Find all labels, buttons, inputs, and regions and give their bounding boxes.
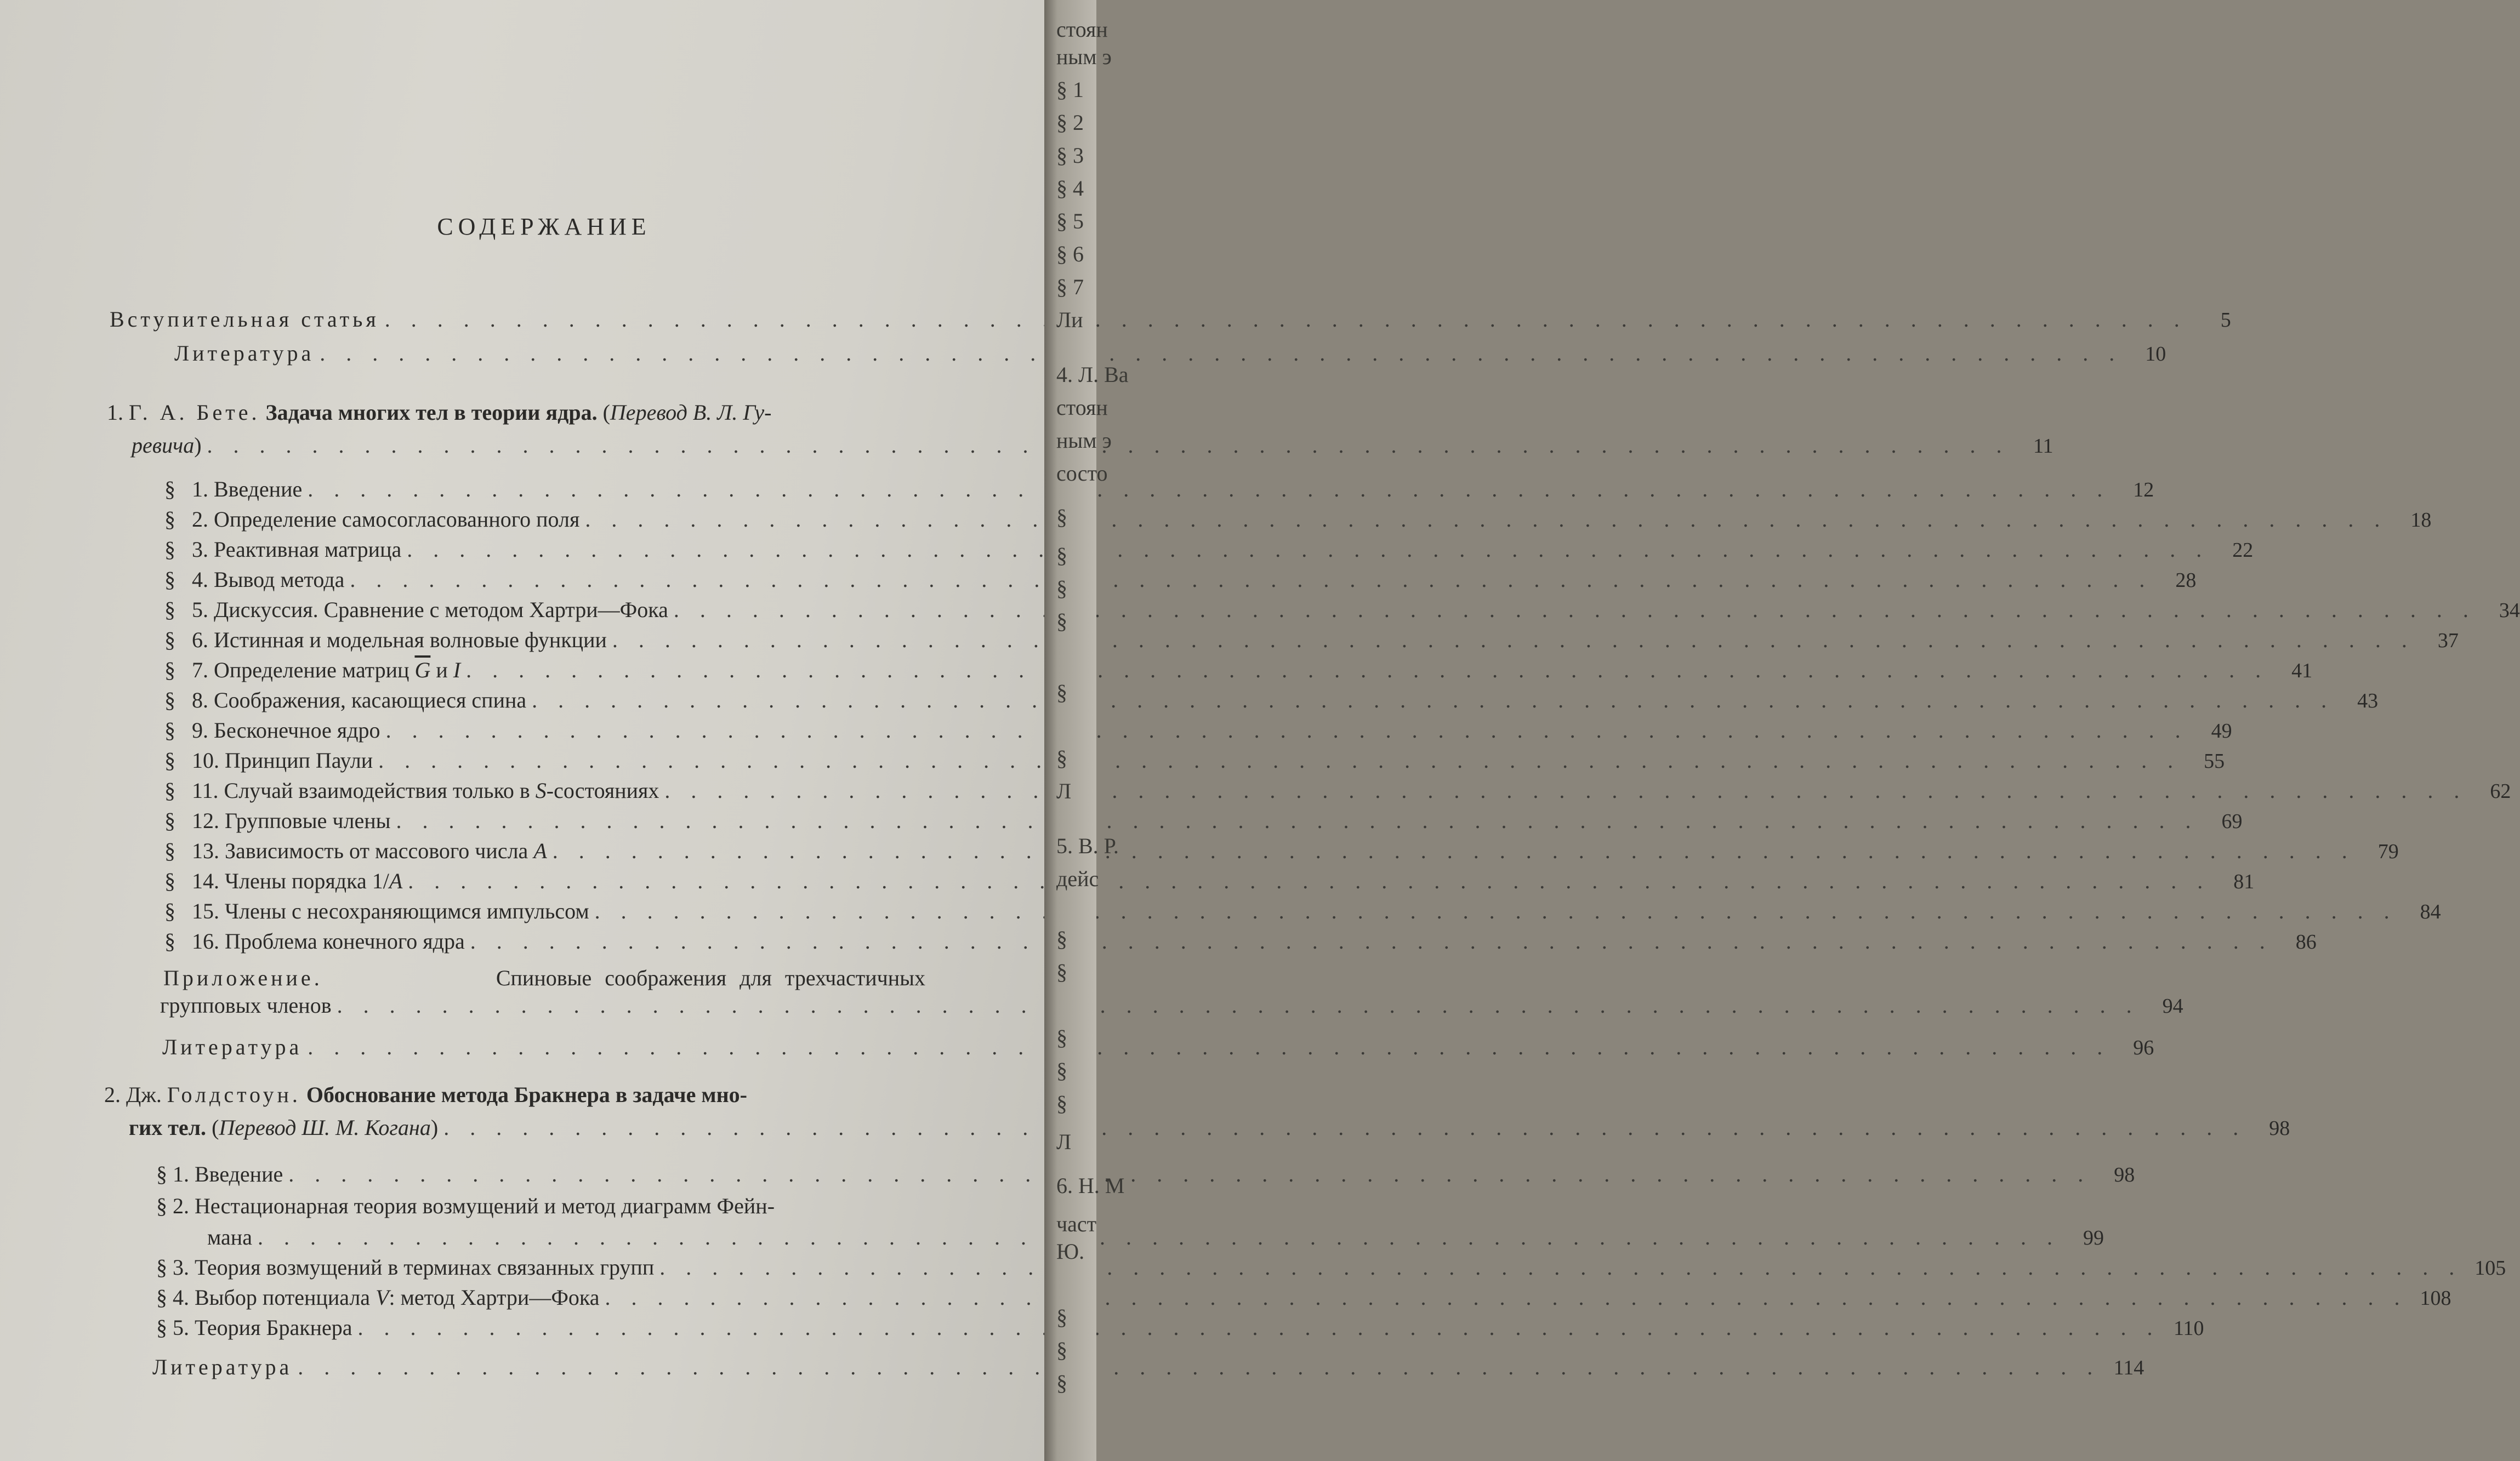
section-number: 1. xyxy=(192,477,208,501)
part-author-surname: Голдстоун. xyxy=(167,1082,301,1107)
section-number: 13. xyxy=(192,838,219,863)
section-row[interactable] xyxy=(164,778,2511,804)
section-number: 10. xyxy=(192,748,219,773)
section-mark: § xyxy=(164,808,175,833)
section-number: 9. xyxy=(192,718,208,743)
section-mark: § xyxy=(156,1255,167,1280)
page-number: 84 xyxy=(2420,900,2441,923)
adjacent-page-edge xyxy=(1044,0,1129,1461)
section-label: Проблема конечного ядра xyxy=(225,929,465,954)
page-number: 79 xyxy=(2377,840,2399,863)
page-number: 22 xyxy=(2232,539,2254,562)
section-row[interactable] xyxy=(164,567,2197,593)
leader-dots xyxy=(258,1225,2060,1250)
section-mark: § xyxy=(164,627,175,652)
section-mark: § xyxy=(164,567,175,592)
edge-text: § xyxy=(1056,927,1067,951)
section-number: 2. xyxy=(192,507,208,532)
section-number: 11. xyxy=(192,778,219,803)
edge-text: § xyxy=(1056,543,1067,568)
section-row[interactable] xyxy=(156,1194,775,1219)
page-number: 81 xyxy=(2233,870,2255,893)
section-label: Определение самосогласованного поля xyxy=(214,507,580,532)
section-label: Случай взаимодействия только в xyxy=(224,778,530,803)
section-number: 14. xyxy=(192,869,219,893)
page-number: 34 xyxy=(2499,599,2520,622)
part1-literature[interactable] xyxy=(162,1035,2154,1060)
leader-dots xyxy=(407,537,2209,562)
section-row[interactable] xyxy=(164,718,2232,744)
section-mark: § xyxy=(156,1162,167,1186)
section-mark: § xyxy=(156,1194,167,1218)
part-title-cont: гих тел. xyxy=(129,1115,207,1140)
part-author: Дж. xyxy=(126,1082,162,1107)
page-number: 110 xyxy=(2173,1317,2204,1340)
leader-dots xyxy=(350,567,2152,592)
leader-dots xyxy=(443,1115,2246,1140)
page-number: 69 xyxy=(2221,810,2243,833)
section-row[interactable] xyxy=(164,748,2225,774)
edge-text: § xyxy=(1056,960,1067,984)
page-number: 43 xyxy=(2357,689,2379,712)
edge-text: стоян xyxy=(1056,17,1108,42)
section-mark: § xyxy=(164,477,175,501)
section-mark: § xyxy=(164,688,175,712)
entry-label: Литература xyxy=(174,341,315,366)
paren-open: ( xyxy=(212,1115,219,1140)
math-symbol: A xyxy=(389,869,403,893)
section-mark: § xyxy=(164,778,175,803)
page-number: 96 xyxy=(2133,1036,2154,1059)
section-label: Зависимость от массового числа xyxy=(225,838,528,863)
edge-text: § 2 xyxy=(1056,110,1084,135)
leader-dots xyxy=(358,1315,2160,1340)
section-number: 4. xyxy=(173,1285,189,1310)
leader-dots xyxy=(659,1255,2462,1280)
translator: Перевод Ш. М. Когана xyxy=(219,1115,431,1140)
leader-dots xyxy=(396,808,2199,834)
leader-dots xyxy=(553,838,2355,864)
page-number: 94 xyxy=(2162,995,2183,1018)
page-number: 10 xyxy=(2145,343,2166,366)
edge-text: § xyxy=(1056,505,1067,529)
edge-text: § xyxy=(1056,1058,1067,1083)
leader-dots xyxy=(605,1285,2408,1310)
part2-literature[interactable] xyxy=(152,1355,2144,1380)
section-number: 7. xyxy=(192,658,208,682)
section-label: Теория Бракнера xyxy=(195,1315,352,1340)
section-label: Реактивная матрица xyxy=(214,537,402,562)
page-number: 105 xyxy=(2475,1257,2506,1280)
page-number: 28 xyxy=(2175,569,2197,592)
section-row[interactable] xyxy=(156,1315,2204,1341)
page-number: 86 xyxy=(2295,931,2317,954)
translator: Перевод В. Л. Гу- xyxy=(610,400,772,425)
section-number: 2. xyxy=(173,1194,189,1218)
edge-text: дейс xyxy=(1056,866,1099,891)
leader-dots xyxy=(532,688,2334,713)
section-label: Теория возмущений в терминах связанных групп xyxy=(195,1255,655,1280)
section-label: Бесконечное ядро xyxy=(214,718,380,743)
page-number: 18 xyxy=(2410,509,2432,532)
section-mark: § xyxy=(164,658,175,682)
edge-text: § xyxy=(1056,576,1067,601)
edge-text: Ю. xyxy=(1056,1239,1085,1264)
leader-dots xyxy=(298,1355,2100,1380)
section-label: Введение xyxy=(195,1162,283,1186)
edge-text: § 4 xyxy=(1056,176,1084,201)
edge-text: § xyxy=(1056,1305,1067,1329)
appendix-title-cont: групповых членов xyxy=(160,993,332,1018)
leader-dots xyxy=(585,507,2387,532)
edge-text: § xyxy=(1056,609,1067,634)
section-row-cont[interactable] xyxy=(207,1225,2104,1251)
part-author: Г. А. Бете. xyxy=(129,400,260,425)
section-row[interactable] xyxy=(164,507,2432,533)
paren-close: ) xyxy=(430,1115,439,1140)
edge-text: ным э xyxy=(1056,428,1112,453)
math-symbol: S xyxy=(535,778,547,803)
section-number: 6. xyxy=(192,627,208,652)
leader-dots xyxy=(612,627,2415,653)
page-number: 12 xyxy=(2133,478,2154,501)
leader-dots xyxy=(674,597,2476,623)
section-label: Дискуссия. Сравнение с методом Хартри—Фока xyxy=(214,597,668,622)
part-number: 2. xyxy=(104,1082,121,1107)
edge-text: стоян xyxy=(1056,395,1108,420)
page-number: 11 xyxy=(2033,435,2053,458)
edge-text: § 6 xyxy=(1056,242,1084,266)
leader-dots xyxy=(408,869,2210,894)
appendix-title: Спиновые соображения для трехчастичных xyxy=(496,966,925,990)
section-label: Выбор потенциала xyxy=(195,1285,371,1310)
edge-text: Л xyxy=(1056,779,1072,803)
leader-dots xyxy=(386,718,2188,743)
edge-text: Ли xyxy=(1056,307,1083,332)
section-number: 8. xyxy=(192,688,208,712)
section-label: Соображения, касающиеся спина xyxy=(214,688,527,712)
edge-text: § 1 xyxy=(1056,77,1084,102)
edge-text: § xyxy=(1056,1371,1067,1395)
page-number: 114 xyxy=(2113,1356,2144,1379)
section-label: Члены порядка 1/ xyxy=(225,869,389,893)
section-number: 4. xyxy=(192,567,208,592)
part2-heading-cont[interactable] xyxy=(129,1115,2290,1141)
leader-dots xyxy=(595,899,2397,924)
section-row[interactable] xyxy=(164,597,2520,623)
edge-text: § xyxy=(1056,680,1067,705)
section-label: Введение xyxy=(214,477,303,501)
edge-text: состо xyxy=(1056,461,1108,486)
leader-dots xyxy=(470,929,2273,954)
section-label: Истинная и модельная волновые функции xyxy=(214,627,607,652)
page-number: 98 xyxy=(2114,1163,2135,1186)
section-label-cont: -состояниях xyxy=(546,778,659,803)
section-label-cont: и xyxy=(436,658,448,682)
edge-text: § 7 xyxy=(1056,275,1084,299)
section-row[interactable] xyxy=(164,929,2317,955)
section-row[interactable] xyxy=(164,688,2379,714)
entry-label: Вступительная статья xyxy=(110,307,379,332)
section-label: Вывод метода xyxy=(214,567,345,592)
section-row[interactable] xyxy=(164,808,2243,834)
math-symbol: $\overline{G}$ xyxy=(414,658,431,682)
edge-text: 5. В. Р. xyxy=(1056,834,1119,858)
section-label: Члены с несохраняющимся импульсом xyxy=(225,899,589,923)
edge-text: § 3 xyxy=(1056,143,1084,168)
page-number: 55 xyxy=(2204,750,2225,773)
section-number: 3. xyxy=(173,1255,189,1280)
edge-text: § xyxy=(1056,746,1067,771)
leader-dots xyxy=(466,658,2268,683)
edge-text: § 5 xyxy=(1056,209,1084,233)
leader-dots xyxy=(308,477,2110,502)
section-row[interactable] xyxy=(164,658,2313,683)
section-number: 16. xyxy=(192,929,219,954)
edge-text: 4. Л. Ва xyxy=(1056,362,1129,387)
paren-close: ) xyxy=(194,433,202,458)
page-number: 99 xyxy=(2083,1226,2104,1249)
section-mark: § xyxy=(164,507,175,532)
section-mark: § xyxy=(164,537,175,562)
edge-text: § xyxy=(1056,1025,1067,1050)
section-number: 5. xyxy=(173,1315,189,1340)
section-number: 15. xyxy=(192,899,219,923)
section-mark: § xyxy=(164,718,175,743)
part-title: Обоснование метода Бракнера в задаче мно- xyxy=(306,1082,747,1107)
section-label: Принцип Паули xyxy=(225,748,373,773)
leader-dots xyxy=(308,1035,2110,1060)
part2-heading[interactable] xyxy=(104,1082,747,1108)
edge-text: част xyxy=(1056,1212,1097,1236)
entry-label: Литература xyxy=(152,1355,293,1379)
part1-heading[interactable] xyxy=(107,400,772,425)
section-row[interactable] xyxy=(164,537,2254,563)
page-number: 98 xyxy=(2269,1117,2290,1140)
section-mark: § xyxy=(164,869,175,893)
part-title: Задача многих тел в теории ядра. xyxy=(265,400,598,425)
section-mark: § xyxy=(164,929,175,954)
section-label: Нестационарная теория возмущений и метод диаграмм Фейн- xyxy=(195,1194,775,1218)
entry-label: Литература xyxy=(162,1035,303,1059)
section-row[interactable] xyxy=(164,477,2154,503)
leader-dots xyxy=(288,1162,2091,1187)
math-symbol: I xyxy=(453,658,461,682)
edge-text: Л xyxy=(1056,1129,1072,1154)
leader-dots xyxy=(378,748,2181,773)
page-number: 108 xyxy=(2420,1287,2451,1310)
appendix-entry[interactable] xyxy=(163,966,925,991)
part-number: 1. xyxy=(107,400,123,425)
leader-dots xyxy=(664,778,2467,803)
appendix-head: Приложение. xyxy=(163,966,323,990)
section-row[interactable] xyxy=(156,1285,2451,1311)
section-number: 5. xyxy=(192,597,208,622)
section-mark: § xyxy=(164,597,175,622)
edge-text: ным э xyxy=(1056,44,1112,69)
section-mark: § xyxy=(164,899,175,923)
section-label-cont: : метод Хартри—Фока xyxy=(389,1285,600,1310)
section-number: 1. xyxy=(173,1162,189,1186)
edge-text: § xyxy=(1056,1091,1067,1116)
section-mark: § xyxy=(164,748,175,773)
section-row[interactable] xyxy=(164,627,2459,653)
section-label: Определение матриц xyxy=(214,658,409,682)
page-title: СОДЕРЖАНИЕ xyxy=(437,213,651,240)
section-mark: § xyxy=(156,1315,167,1340)
translator-cont: ревича xyxy=(132,433,195,458)
section-mark: § xyxy=(156,1285,167,1310)
leader-dots xyxy=(337,993,2140,1018)
section-label-cont: мана xyxy=(207,1225,252,1249)
appendix-entry-cont[interactable] xyxy=(160,993,2183,1019)
math-symbol: A xyxy=(533,838,547,863)
section-mark: § xyxy=(164,838,175,863)
section-number: 12. xyxy=(192,808,219,833)
page-number: 37 xyxy=(2437,629,2459,652)
edge-text: 6. Н. М xyxy=(1056,1173,1125,1198)
math-symbol: V xyxy=(376,1285,389,1310)
section-row[interactable] xyxy=(156,1255,2506,1281)
page-number: 62 xyxy=(2490,780,2511,803)
page-number: 41 xyxy=(2291,659,2313,682)
section-row[interactable] xyxy=(164,899,2441,924)
paren-open: ( xyxy=(602,400,610,425)
page-number: 5 xyxy=(2220,309,2231,332)
edge-text: § xyxy=(1056,1338,1067,1362)
leader-dots xyxy=(320,341,2122,366)
page-number: 49 xyxy=(2211,720,2232,743)
leader-dots xyxy=(385,307,2187,332)
toc-entry-intro-literature[interactable] xyxy=(174,341,2166,367)
section-number: 3. xyxy=(192,537,208,562)
section-label: Групповые члены xyxy=(225,808,391,833)
